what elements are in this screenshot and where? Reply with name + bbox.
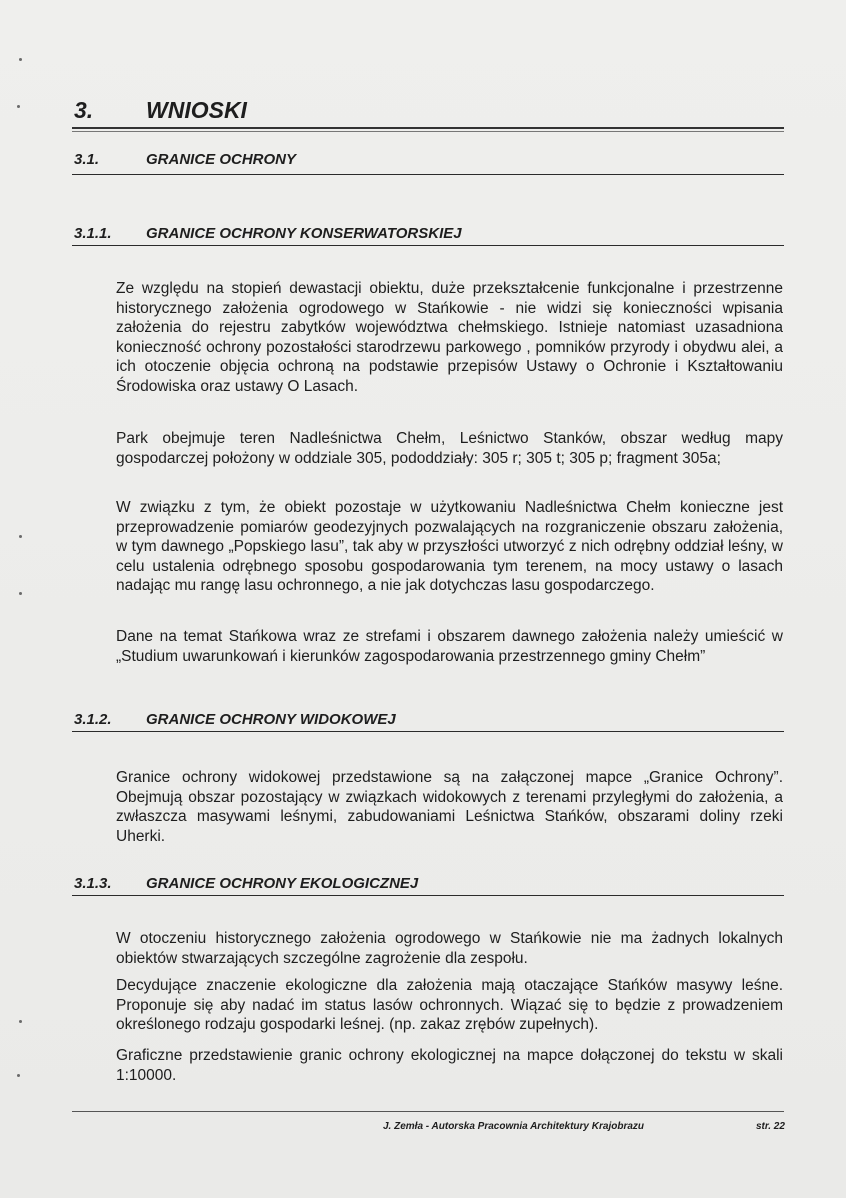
chapter-rule [72,127,784,129]
page-number: str. 22 [756,1121,785,1132]
subsection-number: 3.1.1. [74,225,112,242]
subsection-rule [72,895,784,896]
footer-author: J. Zemła - Autorska Pracownia Architektury Krajobrazu [383,1121,645,1132]
section-number: 3.1. [74,151,100,168]
subsection-title: GRANICE OCHRONY EKOLOGICZNEJ [146,875,419,892]
paragraph: Decydujące znaczenie ekologiczne dla założenia mają otaczające Stańków masywy leśne. Proponuje się aby nadać im status lasów ochronnych. Wiązać się to będzie z prowadzeniem określonego rodzaju gospodarki leśnej. (np. zakaz zrębów zupełnych). [116,977,783,1033]
scan-mark [19,535,22,538]
subsection-number: 3.1.3. [74,875,112,892]
scan-mark [19,592,22,595]
paragraph: Dane na temat Stańkowa wraz ze strefami i obszarem dawnego założenia należy umieścić w „Studium uwarunkowań i kierunków zagospodarowania przestrzennego gminy Chełm” [116,628,783,665]
chapter-rule-thin [72,131,784,132]
scan-mark [19,1020,22,1023]
paragraph: Granice ochrony widokowej przedstawione są na załączonej mapce „Granice Ochrony”. Obejmują obszar pozostający w związkach widokowych z terenami przyległymi do założenia, a zwłaszcza masywami leśnymi, zabudowaniami Leśnictwa Stańków, obszarami doliny rzeki Uherki. [116,769,783,845]
paragraph: W otoczeniu historycznego założenia ogrodowego w Stańkowie nie ma żadnych lokalnych obiektów stwarzających szczególne zagrożenie dla zespołu. [116,930,783,967]
scan-mark [17,1074,20,1077]
scan-mark [19,58,22,61]
paragraph: Graficzne przedstawienie granic ochrony ekologicznej na mapce dołączonej do tekstu w skali 1:10000. [116,1047,783,1084]
section-title: GRANICE OCHRONY [146,151,297,168]
subsection-rule [72,731,784,732]
section-rule [72,174,784,175]
paragraph: Ze względu na stopień dewastacji obiektu, duże przekształcenie funkcjonalne i przestrzenne historycznego założenia ogrodowego w Stańkowie - nie widzi się konieczności wpisania założenia do rejestru zabytków województwa chełmskiego. Istnieje natomiast uzasadniona konieczność ochrony pozostałości starodrzewu parkowego , pomników przyrody i obydwu alei, a ich otoczenie objęcia ochroną na podstawie przepisów Ustawy o Ochronie i Kształtowaniu Środowiska oraz ustawy O Lasach. [116,280,783,395]
chapter-number: 3. [74,97,94,123]
paragraph: Park obejmuje teren Nadleśnictwa Chełm, Leśnictwo Stanków, obszar według mapy gospodarczej położony w oddziale 305, pododdziały: 305 r; 305 t; 305 p; fragment 305a; [116,430,783,467]
subsection-number: 3.1.2. [74,711,112,728]
paragraph: W związku z tym, że obiekt pozostaje w użytkowaniu Nadleśnictwa Chełm konieczne jest przeprowadzenie pomiarów geodezyjnych pozwalających na rozgraniczenie obszaru założenia, w tym dawnego „Popskiego lasu”, tak aby w przyszłości utworzyć z nich odrębny oddział leśny, w celu ustalenia odrębnego sposobu gospodarowania tym terenem, na mocy ustawy o lasach nadając mu rangę lasu ochronnego, a nie jak dotychczas lasu gospodarczego. [116,499,783,594]
footer-rule [72,1111,784,1112]
scan-mark [17,105,20,108]
subsection-rule [72,245,784,246]
subsection-title: GRANICE OCHRONY WIDOKOWEJ [146,711,396,728]
chapter-title: WNIOSKI [146,97,247,123]
subsection-title: GRANICE OCHRONY KONSERWATORSKIEJ [146,225,462,242]
